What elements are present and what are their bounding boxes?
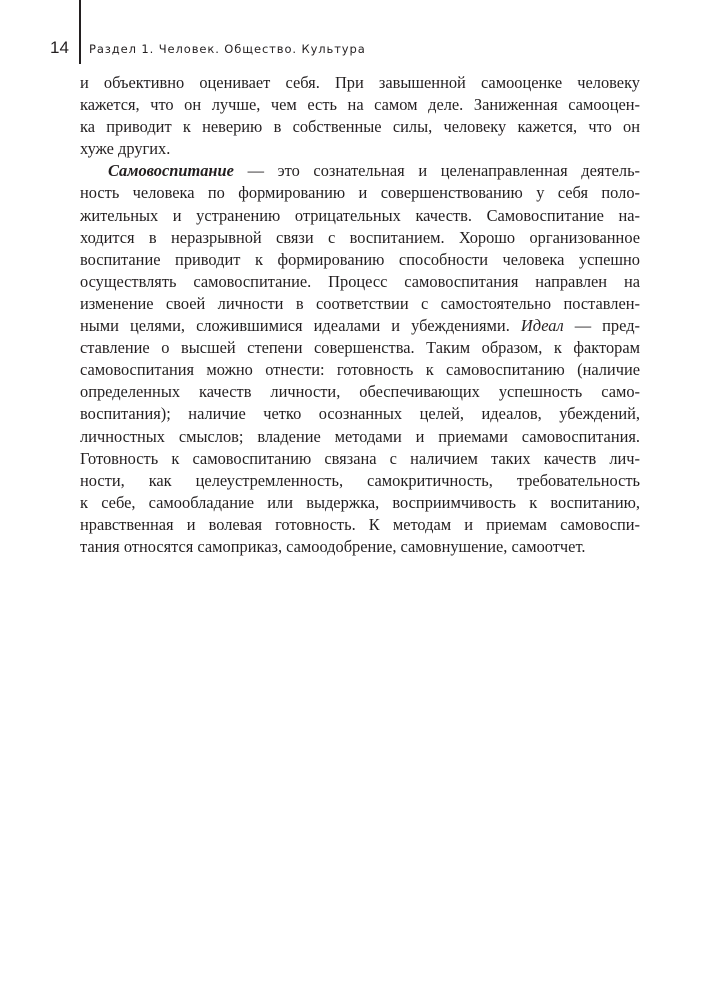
- text-line: самовоспитания можно отнести: готовность к самовоспитанию (наличие: [80, 360, 640, 380]
- text-line: кажется, что он лучше, чем есть на самом деле. Заниженная самооцен-: [80, 95, 640, 115]
- text-fragment: — пред-: [563, 316, 640, 336]
- text-fragment: — это сознательная и целенаправленная деятель-: [233, 161, 640, 181]
- text-line: осуществлять самовоспитание. Процесс самовоспитания направлен на: [80, 271, 640, 291]
- paragraph-self-esteem: [80, 72, 640, 160]
- text-line: изменение своей личности в соответствии с самостоятельно поставлен-: [80, 293, 640, 313]
- text-line: к себе, самообладание или выдержка, восприимчивость к воспитанию,: [80, 492, 640, 512]
- term-ideal: Идеал: [520, 316, 564, 336]
- page-body: [80, 72, 640, 558]
- text-line: воспитания); наличие четко осознанных целей, идеалов, убеждений,: [80, 404, 640, 424]
- text-line: жительных и устранению отрицательных качеств. Самовоспитание на-: [80, 205, 640, 225]
- text-line: ходится в неразрывной связи с воспитанием. Хорошо организованное: [80, 227, 640, 247]
- text-line: определенных качеств личности, обеспечивающих успешность само-: [80, 382, 640, 402]
- text-line: тания относятся самоприказ, самоодобрение, самовнушение, самоотчет.: [80, 536, 586, 556]
- header-divider-rule: [79, 0, 81, 64]
- text-line-first: [80, 160, 640, 182]
- text-line: ставление о высшей степени совершенства. Таким образом, к факторам: [80, 338, 640, 358]
- term-self-education: Самовоспитание: [108, 161, 234, 181]
- text-line: воспитание приводит к формированию способности человека успешно: [80, 249, 640, 269]
- text-line: ность человека по формированию и совершенствованию у себя поло-: [80, 183, 640, 203]
- text-fragment: ными целями, сложившимися идеалами и убеждениями.: [80, 316, 521, 336]
- text-line: и объективно оценивает себя. При завышенной самооценке человеку: [80, 73, 640, 92]
- text-line-ideal: [80, 315, 640, 337]
- text-line: личностных смыслов; владение методами и приемами самовоспитания.: [80, 426, 640, 446]
- text-line: хуже других.: [80, 139, 171, 159]
- text-line: ка приводит к неверию в собственные силы, человеку кажется, что он: [80, 117, 640, 137]
- text-line: нравственная и волевая готовность. К методам и приемам самовоспи-: [80, 514, 640, 534]
- text-line: ности, как целеустремленность, самокритичность, требовательность: [80, 470, 640, 490]
- paragraph-self-education: [80, 160, 640, 558]
- text-line: Готовность к самовоспитанию связана с наличием таких качеств лич-: [80, 448, 640, 468]
- page-number: 14: [50, 38, 69, 57]
- running-head-title: Раздел 1. Человек. Общество. Культура: [89, 42, 366, 56]
